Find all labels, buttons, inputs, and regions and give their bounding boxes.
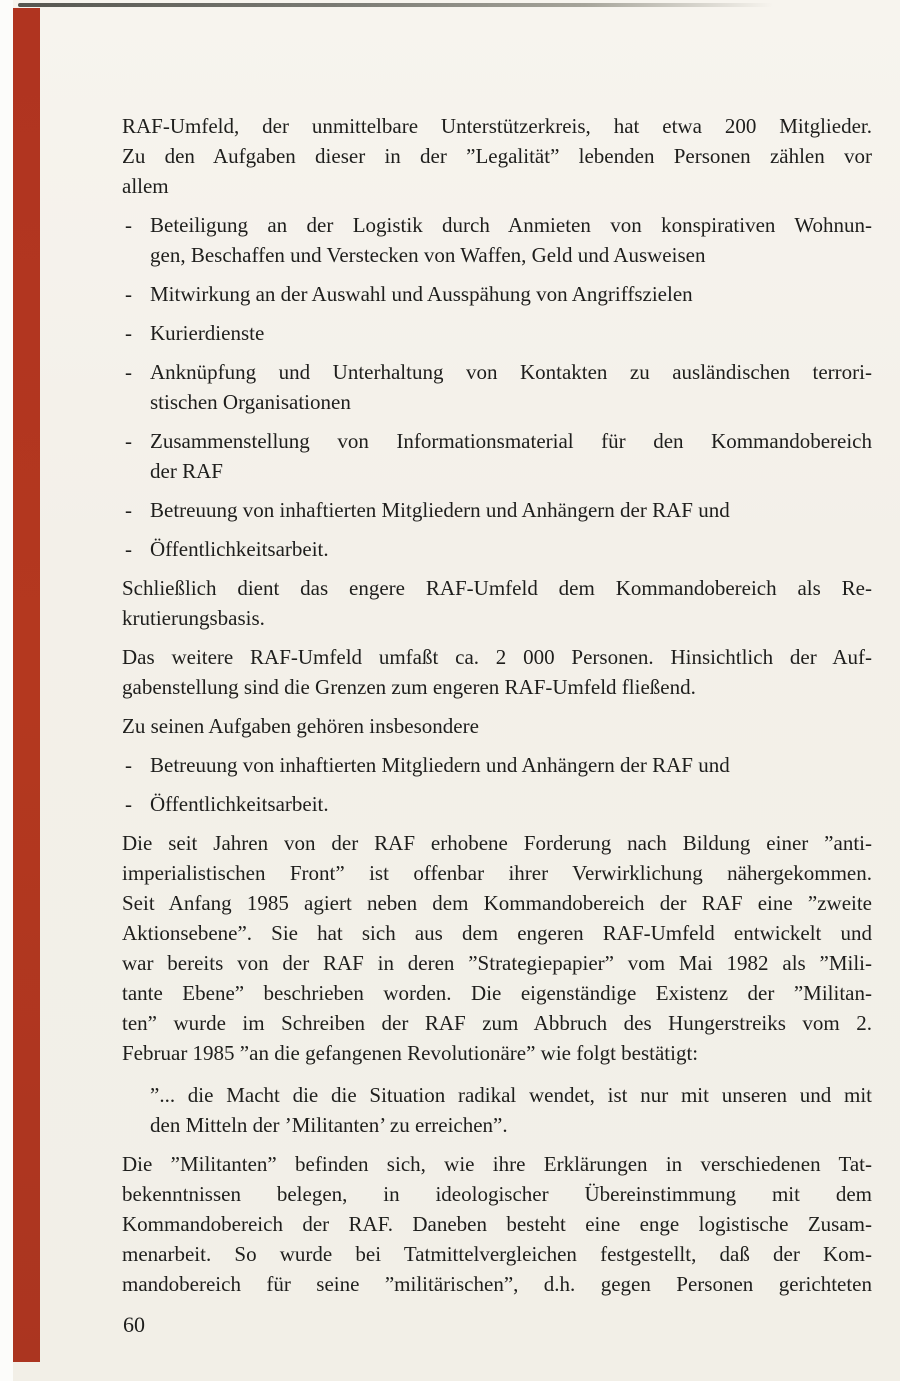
book-spine-stripe xyxy=(13,8,40,1362)
text-line: Zu seinen Aufgaben gehören insbesondere xyxy=(122,714,479,738)
bullet-dash-icon: - xyxy=(125,537,132,561)
text-line: Aktionsebene”. Sie hat sich aus dem engeren RAF-Umfeld entwickelt und xyxy=(122,921,872,945)
paragraph xyxy=(122,711,872,741)
text-line: Seit Anfang 1985 agiert neben dem Kommandobereich der RAF eine ”zweite xyxy=(122,891,872,915)
text-line: war bereits von der RAF in deren ”Strategiepapier” vom Mai 1982 als ”Mili- xyxy=(122,951,872,975)
text-line: Zu den Aufgaben dieser in der ”Legalität” lebenden Personen zählen vor xyxy=(122,144,872,168)
text-line: der RAF xyxy=(150,459,223,483)
bullet-item xyxy=(122,495,872,525)
text-line: Öffentlichkeitsarbeit. xyxy=(150,792,329,816)
text-line: Betreuung von inhaftierten Mitgliedern und Anhängern der RAF und xyxy=(150,753,730,777)
bullet-item xyxy=(122,426,872,486)
text-line: menarbeit. So wurde bei Tatmittelvergleichen festgestellt, daß der Kom- xyxy=(122,1242,872,1266)
text-line: imperialistischen Front” ist offenbar ihrer Verwirklichung nähergekommen. xyxy=(122,861,872,885)
paragraph xyxy=(122,111,872,201)
text-line: Öffentlichkeitsarbeit. xyxy=(150,537,329,561)
text-line: tante Ebene” beschrieben worden. Die eigenständige Existenz der ”Militan- xyxy=(122,981,872,1005)
scan-edge-line xyxy=(18,3,773,7)
bullet-dash-icon: - xyxy=(125,360,132,384)
paragraph xyxy=(122,828,872,1068)
text-column xyxy=(122,111,872,1299)
bullet-item xyxy=(122,534,872,564)
paragraph xyxy=(122,1149,872,1299)
text-line: stischen Organisationen xyxy=(150,390,351,414)
bullet-item xyxy=(122,210,872,270)
text-line: krutierungsbasis. xyxy=(122,606,265,630)
text-line: Die seit Jahren von der RAF erhobene Forderung nach Bildung einer ”anti- xyxy=(122,831,872,855)
bullet-dash-icon: - xyxy=(125,213,132,237)
bullet-dash-icon: - xyxy=(125,282,132,306)
text-line: Die ”Militanten” befinden sich, wie ihre Erklärungen in verschiedenen Tat- xyxy=(122,1152,872,1176)
paragraph xyxy=(122,642,872,702)
text-line: Schließlich dient das engere RAF-Umfeld dem Kommandobereich als Re- xyxy=(122,576,872,600)
text-line: Februar 1985 ”an die gefangenen Revolutionäre” wie folgt bestätigt: xyxy=(122,1041,699,1065)
text-line: allem xyxy=(122,174,169,198)
page-number: 60 xyxy=(123,1312,145,1337)
text-line: gen, Beschaffen und Verstecken von Waffen, Geld und Ausweisen xyxy=(150,243,706,267)
text-line: Zusammenstellung von Informationsmaterial für den Kommandobereich xyxy=(150,429,872,453)
paragraph xyxy=(122,573,872,633)
bullet-item xyxy=(122,279,872,309)
quote-block xyxy=(122,1080,872,1140)
text-line: bekenntnissen belegen, in ideologischer Übereinstimmung mit dem xyxy=(122,1182,872,1206)
page-left-edge xyxy=(0,0,13,1381)
text-line: ten” wurde im Schreiben der RAF zum Abbruch des Hungerstreiks vom 2. xyxy=(122,1011,872,1035)
text-line: Mitwirkung an der Auswahl und Ausspähung von Angriffszielen xyxy=(150,282,693,306)
text-line: ”... die Macht die die Situation radikal wendet, ist nur mit unseren und mit xyxy=(150,1083,872,1107)
text-line: Kurierdienste xyxy=(150,321,265,345)
text-line: gabenstellung sind die Grenzen zum engeren RAF-Umfeld fließend. xyxy=(122,675,696,699)
bullet-item xyxy=(122,318,872,348)
text-line: den Mitteln der ’Militanten’ zu erreichen”. xyxy=(150,1113,508,1137)
text-line: Beteiligung an der Logistik durch Anmieten von konspirativen Wohnun- xyxy=(150,213,872,237)
bullet-dash-icon: - xyxy=(125,429,132,453)
text-line: Kommandobereich der RAF. Daneben besteht eine enge logistische Zusam- xyxy=(122,1212,872,1236)
bullet-dash-icon: - xyxy=(125,498,132,522)
bullet-item xyxy=(122,750,872,780)
text-line: RAF-Umfeld, der unmittelbare Unterstützerkreis, hat etwa 200 Mitglieder. xyxy=(122,114,872,138)
bullet-item xyxy=(122,357,872,417)
text-line: Das weitere RAF-Umfeld umfaßt ca. 2 000 Personen. Hinsichtlich der Auf- xyxy=(122,645,872,669)
bullet-item xyxy=(122,789,872,819)
text-line: Anknüpfung und Unterhaltung von Kontakten zu ausländischen terrori- xyxy=(150,360,872,384)
bullet-dash-icon: - xyxy=(125,792,132,816)
text-line: Betreuung von inhaftierten Mitgliedern und Anhängern der RAF und xyxy=(150,498,730,522)
bullet-dash-icon: - xyxy=(125,753,132,777)
text-line: mandobereich für seine ”militärischen”, d.h. gegen Personen gerichteten xyxy=(122,1272,872,1296)
bullet-dash-icon: - xyxy=(125,321,132,345)
